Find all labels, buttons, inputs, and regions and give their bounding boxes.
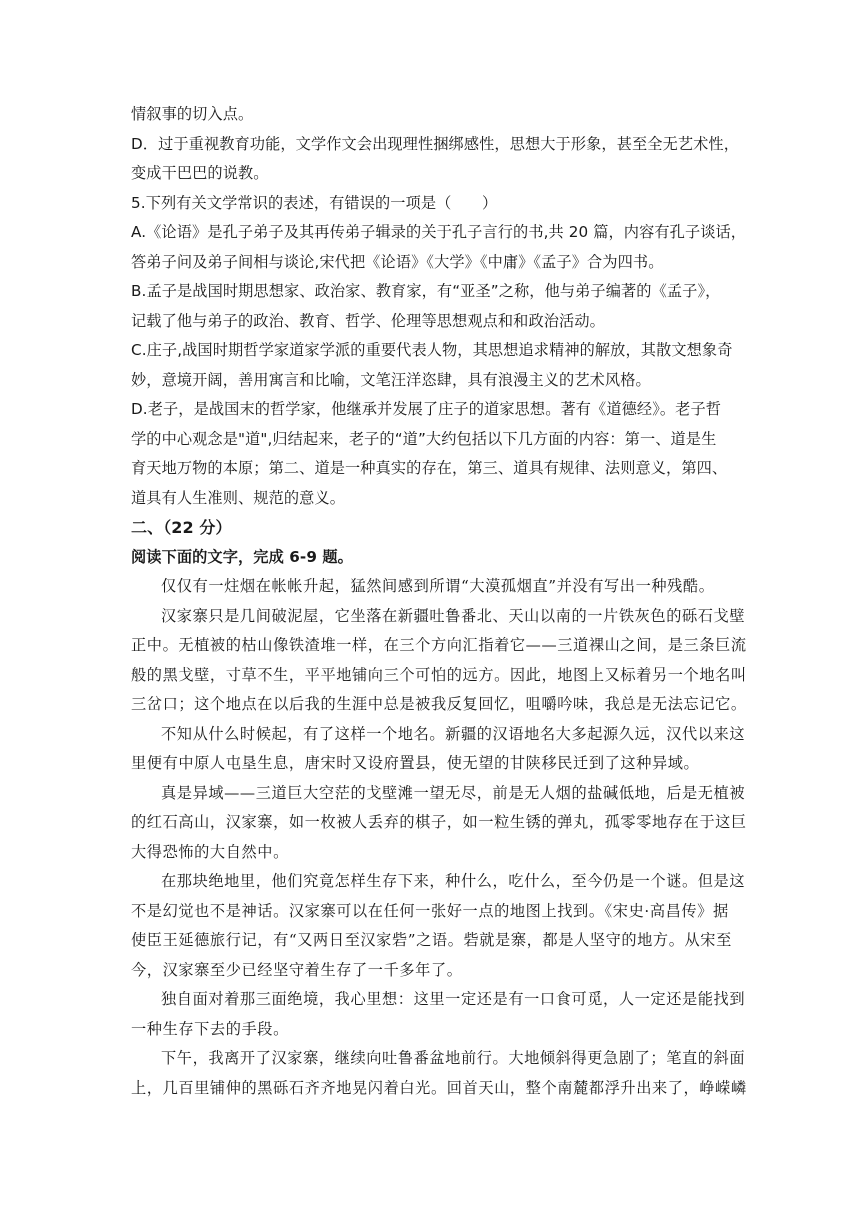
passage-line: 在那块绝地里，他们究竟怎样生存下来，种什么，吃什么，至今仍是一个谜。但是这 (161, 872, 746, 890)
text-line: 妙，意境开阔，善用寓言和比喻，文笔汪洋恣肆，具有浪漫主义的艺术风格。 (131, 370, 651, 389)
passage-line: 独自面对着那三面绝境，我心里想：这里一定还是有一口食可觅，人一定还是能找到 (161, 990, 746, 1008)
passage-line: 下午，我离开了汉家寨，继续向吐鲁番盆地前行。大地倾斜得更急剧了；笔直的斜面 (161, 1049, 746, 1067)
passage-line: 般的黑戈壁，寸草不生，平平地铺向三个可怕的远方。因此，地图上又标着另一个地名叫 (131, 665, 747, 684)
passage-line: 大得恐怖的大自然中。 (131, 842, 289, 861)
passage-line: 上，几百里铺伸的黑砾石齐齐地晃闪着白光。回首天山，整个南麓都浮升出来了，峥嵘嶙 (131, 1078, 747, 1097)
option-d-line: D．过于重视教育功能，文学作文会出现理性捆绑感性，思想大于形象，甚至全无艺术性， (131, 134, 740, 153)
text-line: 学的中心观念是"道",归结起来，老子的“道”大约包括以下几方面的内容：第一、道是生 (131, 429, 717, 448)
text-line: 情叙事的切入点。 (131, 105, 254, 123)
option-a-line: A.《论语》是孔子弟子及其再传弟子辑录的关于孔子言行的书,共 20 篇，内容有孔子谈话， (131, 223, 747, 241)
option-b-line: B.孟子是战国时期思想家、政治家、教育家，有“亚圣”之称，他与弟子编著的《孟子》， (131, 282, 721, 300)
text-line: 道具有人生准则、规范的意义。 (131, 488, 346, 507)
text-line: 变成干巴巴的说教。 (131, 164, 269, 182)
passage-line: 今，汉家寨至少已经坚守着生存了一千多年了。 (131, 960, 463, 979)
option-d-line: D.老子，是战国末的哲学家，他继承并发展了庄子的道家思想。著有《道德经》。老子哲 (131, 400, 722, 418)
text-line: 记载了他与弟子的政治、教育、哲学、伦理等思想观点和和政治活动。 (131, 311, 605, 330)
passage-line: 的红石高山，汉家寨，如一枚被人丢弃的棋子，如一粒生锈的弹丸，孤零零地存在于这巨 (131, 813, 747, 831)
option-c-line: C.庄子,战国时期哲学家道家学派的重要代表人物，其思想追求精神的解放，其散文想象奇 (131, 341, 733, 359)
passage-line: 不知从什么时候起，有了这样一个地名。新疆的汉语地名大多起源久远，汉代以来这 (161, 724, 746, 743)
document-body (131, 100, 747, 1103)
passage-line: 不是幻觉也不是神话。汉家寨可以在任何一张好一点的地图上找到。《宋史·高昌传》据 (131, 901, 729, 920)
passage-line: 汉家寨只是几间破泥屋，它坐落在新疆吐鲁番北、天山以南的一片铁灰色的砾石戈壁 (161, 606, 746, 625)
passage-line: 仅仅有一炷烟在帐帐升起，猛然间感到所谓“大漠孤烟直”并没有写出一种残酷。 (161, 577, 715, 595)
passage-line: 里便有中原人屯垦生息，唐宋时又设府置县，使无望的甘陕移民迁到了这种异域。 (131, 754, 700, 772)
passage-line: 真是异域——三道巨大空茫的戈壁滩一望无尽，前是无人烟的盐碱低地，后是无植被 (161, 783, 746, 802)
question-5-stem: 5.下列有关文学常识的表述，有错误的一项是（ ） (131, 193, 498, 212)
text-line: 答弟子问及弟子间相与谈论,宋代把《论语》《大学》《中庸》《孟子》合为四书。 (131, 252, 664, 271)
text-line: 育天地万物的本原；第二、道是一种真实的存在，第三、道具有规律、法则意义，第四、 (131, 459, 728, 477)
passage-line: 正中。无植被的枯山像铁渣堆一样，在三个方向汇指着它——三道裸山之间，是三条巨流 (131, 636, 747, 654)
reading-instruction: 阅读下面的文字，完成 6-9 题。 (131, 547, 353, 566)
section-heading: 二、（22 分） (131, 518, 232, 537)
passage-line: 一种生存下去的手段。 (131, 1019, 289, 1038)
passage-line: 使臣王延德旅行记，有“又两日至汉家砦”之语。砦就是寨，都是人坚守的地方。从宋至 (131, 931, 732, 949)
passage-line: 三岔口；这个地点在以后我的生涯中总是被我反复回忆，咀嚼吟味，我总是无法忘记它。 (131, 695, 747, 713)
